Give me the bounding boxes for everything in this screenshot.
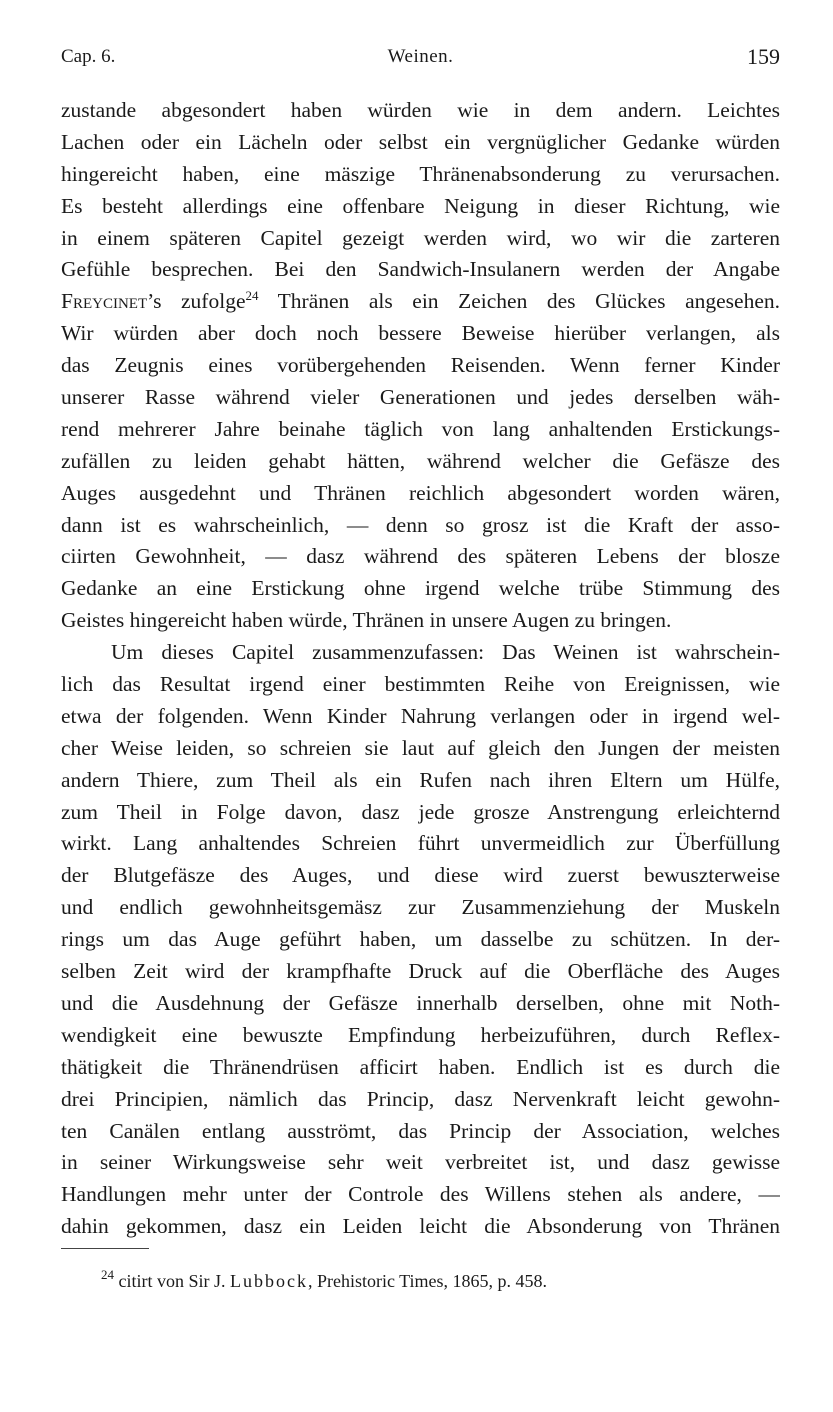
text-line: zustande abgesondert haben würden wie in dem andern. Leichtes — [61, 98, 780, 122]
text-line: in seiner Wirkungsweise sehr weit verbreitet ist, und dasz gewisse — [61, 1150, 780, 1175]
footnote-reference: 24 — [245, 288, 259, 304]
text-line: das Zeugnis eines vorübergehenden Reisenden. Wenn ferner Kinder — [61, 353, 780, 378]
text-line: cher Weise leiden, so schreien sie laut auf gleich den Jungen der meisten — [61, 735, 780, 760]
text-line — [61, 286, 780, 318]
text-line: Geistes hingereicht haben würde, Thränen in unsere Augen zu bringen. — [61, 608, 672, 633]
running-head — [61, 46, 780, 74]
text-line: dahin gekommen, dasz ein Leiden leicht die Absonderung von Thränen — [61, 1214, 780, 1239]
footnote-marker: 24 — [101, 1267, 114, 1282]
text-line: wendigkeit eine bewuszte Empfindung herbeizuführen, durch Reflex- — [61, 1022, 780, 1047]
page-number: 159 — [747, 44, 780, 69]
text-line: rend mehrerer Jahre beinahe täglich von lang anhaltenden Erstickungs- — [61, 416, 780, 441]
text-line: Gefühle besprechen. Bei den Sandwich-Insulanern werden der Angabe — [61, 257, 780, 282]
text-line: wirkt. Lang anhaltendes Schreien führt unvermeidlich zur Überfüllung — [61, 831, 780, 856]
footnote-author: Lubbock — [230, 1271, 308, 1291]
text-line: Gedanke an eine Erstickung ohne irgend welche trübe Stimmung des — [61, 576, 780, 601]
text-line: Handlungen mehr unter der Controle des Willens stehen als andere, — — [61, 1182, 780, 1207]
text-line: und endlich gewohnheitsgemäsz zur Zusammenziehung der Muskeln — [61, 895, 780, 920]
text-line: thätigkeit die Thränendrüsen afficirt haben. Endlich ist es durch die — [61, 1054, 780, 1079]
text-line: in einem späteren Capitel gezeigt werden wird, wo wir die zarteren — [61, 225, 780, 250]
text-line: unserer Rasse während vieler Generationen und jedes derselben wäh- — [61, 385, 780, 410]
text-line: lich das Resultat irgend einer bestimmten Reihe von Ereignissen, wie — [61, 672, 780, 697]
body-text — [61, 95, 780, 1243]
text-line: Auges ausgedehnt und Thränen reichlich abgesondert worden wären, — [61, 480, 780, 505]
text-line: rings um das Auge geführt haben, um dasselbe zu schützen. In der- — [61, 927, 780, 952]
chapter-label: Cap. 6. — [61, 46, 116, 67]
text-line: etwa der folgenden. Wenn Kinder Nahrung verlangen oder in irgend wel- — [61, 703, 780, 728]
text-line: dann ist es wahrscheinlich, — denn so grosz ist die Kraft der asso- — [61, 512, 780, 537]
text-fragment: Thränen als ein Zeichen des Glückes angesehen. — [258, 289, 780, 314]
footnote-text: citirt von Sir J. — [114, 1271, 230, 1291]
text-line: ciirten Gewohnheit, — dasz während des späteren Lebens der blosze — [61, 544, 780, 569]
footnote-text: , Prehistoric Times, 1865, p. 458. — [307, 1271, 548, 1291]
text-line: Lachen oder ein Lächeln oder selbst ein vergnüglicher Gedanke würden — [61, 129, 780, 154]
footnote — [101, 1268, 547, 1294]
footnote-rule — [61, 1248, 149, 1249]
text-line: selben Zeit wird der krampfhafte Druck auf die Oberfläche des Auges — [61, 959, 780, 984]
text-line: andern Thiere, zum Theil als ein Rufen nach ihren Eltern um Hülfe, — [61, 767, 780, 792]
author-name: Freycinet — [61, 289, 148, 314]
text-fragment: ’s zufolge — [147, 289, 246, 314]
text-line: ten Canälen entlang ausströmt, das Princip der Association, welches — [61, 1118, 780, 1143]
text-line: drei Principien, nämlich das Princip, dasz Nervenkraft leicht gewohn- — [61, 1086, 780, 1111]
text-line: und die Ausdehnung der Gefäsze innerhalb derselben, ohne mit Noth- — [61, 990, 780, 1015]
running-title: Weinen. — [387, 46, 454, 67]
text-line: Es besteht allerdings eine offenbare Neigung in dieser Richtung, wie — [61, 193, 780, 218]
text-line: hingereicht haben, eine mäszige Thränenabsonderung zu verursachen. — [61, 161, 780, 186]
text-line: Wir würden aber doch noch bessere Beweise hierüber verlangen, als — [61, 321, 780, 346]
text-line: zum Theil in Folge davon, dasz jede grosze Anstrengung erleichternd — [61, 799, 780, 824]
text-line: Um dieses Capitel zusammenzufassen: Das Weinen ist wahrschein- — [111, 640, 780, 665]
text-line: zufällen zu leiden gehabt hätten, während welcher die Gefäsze des — [61, 448, 780, 473]
text-line: der Blutgefäsze des Auges, und diese wird zuerst bewuszterweise — [61, 863, 780, 888]
